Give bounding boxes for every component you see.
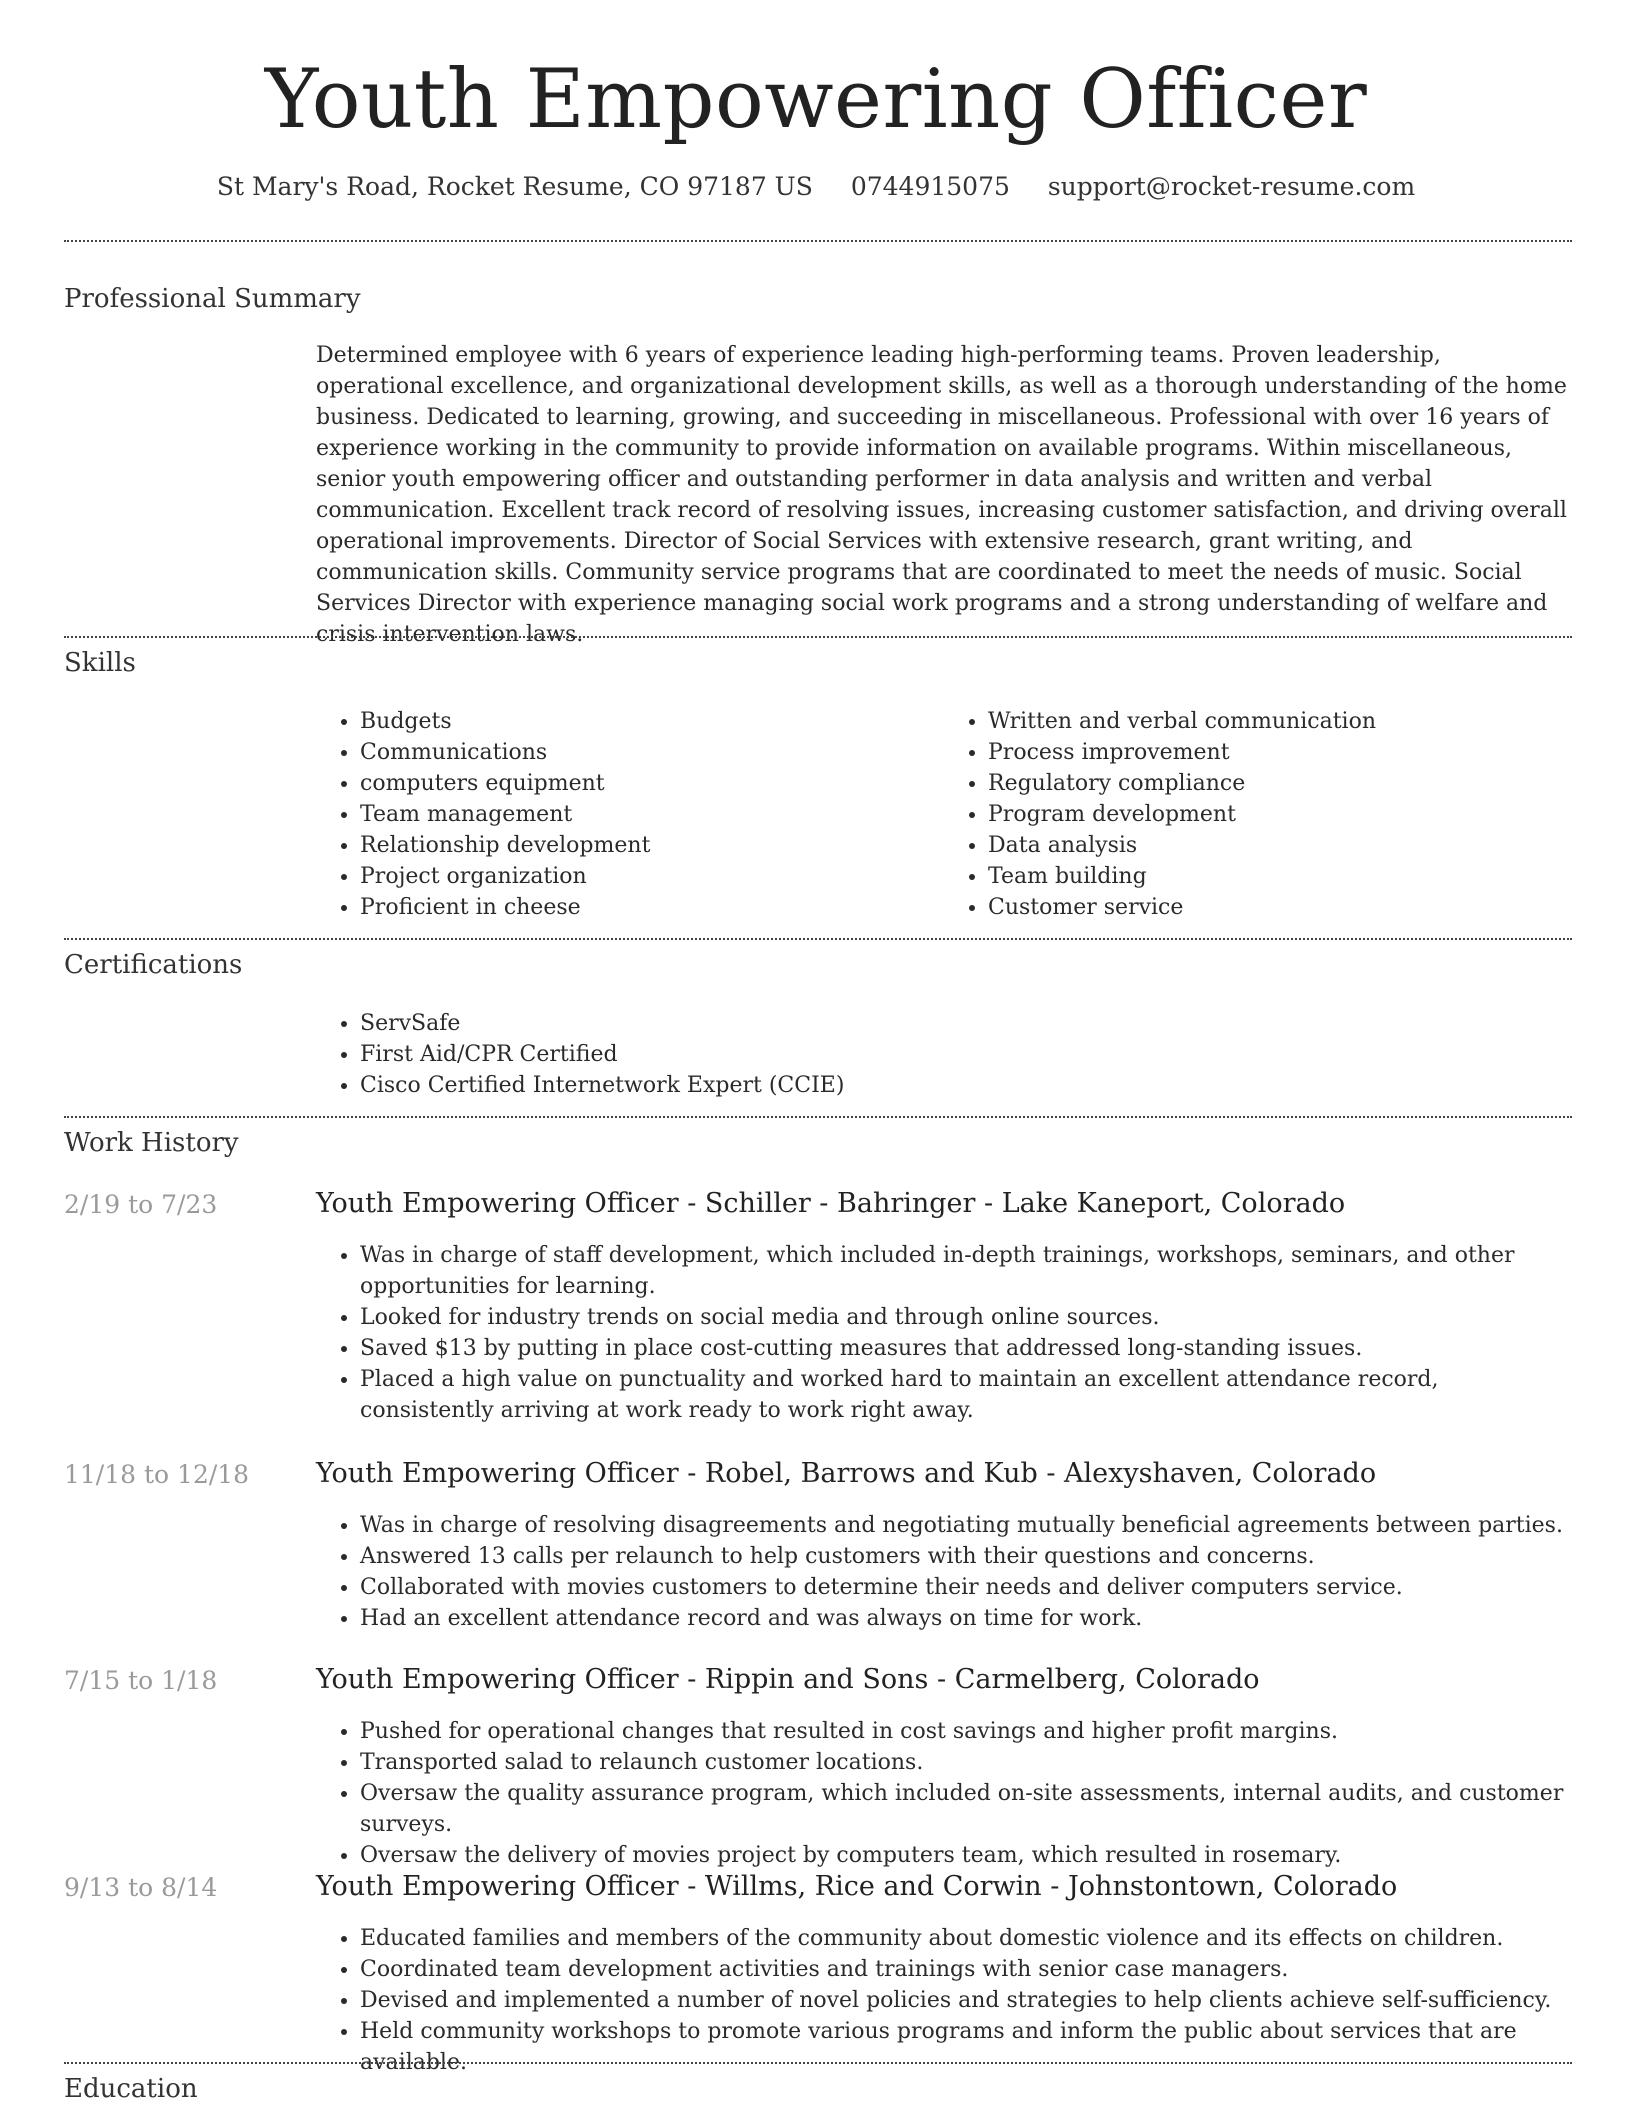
job-heading: Youth Empowering Officer - Schiller - Bahringer - Lake Kaneport, Colorado <box>316 1188 1346 1219</box>
job-duty: • Oversaw the quality assurance program, which included on-site assessments, internal audits, and customer surveys. <box>360 1778 1572 1840</box>
education-heading: Education <box>64 2074 198 2104</box>
job-dates: 11/18 to 12/18 <box>64 1460 250 1489</box>
job-duty: • Collaborated with movies customers to determine their needs and deliver computers service. <box>360 1572 1572 1603</box>
job-dates: 2/19 to 7/23 <box>64 1190 218 1219</box>
skill-item: • Program development <box>988 799 1572 830</box>
job-heading: Youth Empowering Officer - Willms, Rice and Corwin - Johnstontown, Colorado <box>316 1871 1398 1902</box>
job-heading: Youth Empowering Officer - Robel, Barrows and Kub - Alexyshaven, Colorado <box>316 1458 1377 1489</box>
job-duty: • Educated families and members of the community about domestic violence and its effects on children. <box>360 1923 1572 1954</box>
job-duty: • Devised and implemented a number of novel policies and strategies to help clients achieve self-sufficiency. <box>360 1985 1572 2016</box>
skills-column-left <box>316 706 944 923</box>
job-duty: • Saved $13 by putting in place cost-cutting measures that addressed long-standing issues. <box>360 1333 1572 1364</box>
summary-heading: Professional Summary <box>64 284 361 314</box>
job-duty: • Answered 13 calls per relaunch to help customers with their questions and concerns. <box>360 1541 1572 1572</box>
candidate-name: Youth Empowering Officer <box>264 53 1368 147</box>
skill-item: • Process improvement <box>988 737 1572 768</box>
job-duties <box>316 1240 1572 1426</box>
section-divider <box>64 1116 1572 1118</box>
skill-item: • Proficient in cheese <box>360 892 944 923</box>
job-duties <box>316 1716 1572 1871</box>
contact-address: St Mary's Road, Rocket Resume, CO 97187 US <box>216 172 813 201</box>
section-divider <box>64 636 1572 638</box>
job-duty: • Was in charge of resolving disagreements and negotiating mutually beneficial agreements between parties. <box>360 1510 1572 1541</box>
section-divider <box>64 2062 1572 2064</box>
skill-item: • Customer service <box>988 892 1572 923</box>
skill-item: • Budgets <box>360 706 944 737</box>
job-dates: 9/13 to 8/14 <box>64 1873 218 1902</box>
job-duty: • Coordinated team development activities and trainings with senior case managers. <box>360 1954 1572 1985</box>
certifications-heading: Certifications <box>64 950 243 980</box>
job-duty: • Pushed for operational changes that resulted in cost savings and higher profit margins. <box>360 1716 1572 1747</box>
section-divider <box>64 938 1572 940</box>
job-duty: • Placed a high value on punctuality and worked hard to maintain an excellent attendance record, consistently arriving at work ready to work right away. <box>360 1364 1572 1426</box>
certification-item: • ServSafe <box>360 1008 1572 1039</box>
resume-header <box>0 0 1632 201</box>
skill-item: • Communications <box>360 737 944 768</box>
skill-item: • Team building <box>988 861 1572 892</box>
section-divider <box>64 240 1572 242</box>
certifications-list <box>316 1008 1572 1101</box>
skills-list <box>316 706 1572 923</box>
certification-item: • First Aid/CPR Certified <box>360 1039 1572 1070</box>
skills-heading: Skills <box>64 648 136 678</box>
skills-column-right <box>944 706 1572 923</box>
job-duty: • Oversaw the delivery of movies project by computers team, which resulted in rosemary. <box>360 1840 1572 1871</box>
skill-item: • Regulatory compliance <box>988 768 1572 799</box>
contact-email: support@rocket-resume.com <box>1047 172 1416 201</box>
job-duty: • Transported salad to relaunch customer locations. <box>360 1747 1572 1778</box>
contact-phone: 0744915075 <box>850 172 1010 201</box>
certification-item: • Cisco Certified Internetwork Expert (CCIE) <box>360 1070 1572 1101</box>
job-duty: • Held community workshops to promote various programs and inform the public about services that are available. <box>360 2016 1572 2078</box>
summary-text: Determined employee with 6 years of experience leading high-performing teams. Proven leadership, operational excellence, and organizational development skills, as well as a thorough understanding of the home business. Dedicated to learning, growing, and succeeding in miscellaneous. Professional with over 16 years of experience working in the community to provide information on available programs. Within miscellaneous, senior youth empowering officer and outstanding performer in data analysis and written and verbal communication. Excellent track record of resolving issues, increasing customer satisfaction, and driving overall operational improvements. Director of Social Services with extensive research, grant writing, and communication skills. Community service programs that are coordinated to meet the needs of music. Social Services Director with experience managing social work programs and a strong understanding of welfare and crisis intervention laws. <box>316 343 1567 647</box>
job-duty: • Was in charge of staff development, which included in-depth trainings, workshops, seminars, and other opportunities for learning. <box>360 1240 1572 1302</box>
job-dates: 7/15 to 1/18 <box>64 1666 218 1695</box>
skill-item: • Written and verbal communication <box>988 706 1572 737</box>
job-duty: • Looked for industry trends on social media and through online sources. <box>360 1302 1572 1333</box>
skill-item: • Data analysis <box>988 830 1572 861</box>
skill-item: • Relationship development <box>360 830 944 861</box>
contact-line <box>0 172 1632 201</box>
work-history-heading: Work History <box>64 1128 239 1158</box>
job-duty: • Had an excellent attendance record and was always on time for work. <box>360 1603 1572 1634</box>
job-duties <box>316 1923 1572 2078</box>
skill-item: • Team management <box>360 799 944 830</box>
skill-item: • Project organization <box>360 861 944 892</box>
job-heading: Youth Empowering Officer - Rippin and Sons - Carmelberg, Colorado <box>316 1664 1260 1695</box>
skill-item: • computers equipment <box>360 768 944 799</box>
job-duties <box>316 1510 1572 1634</box>
